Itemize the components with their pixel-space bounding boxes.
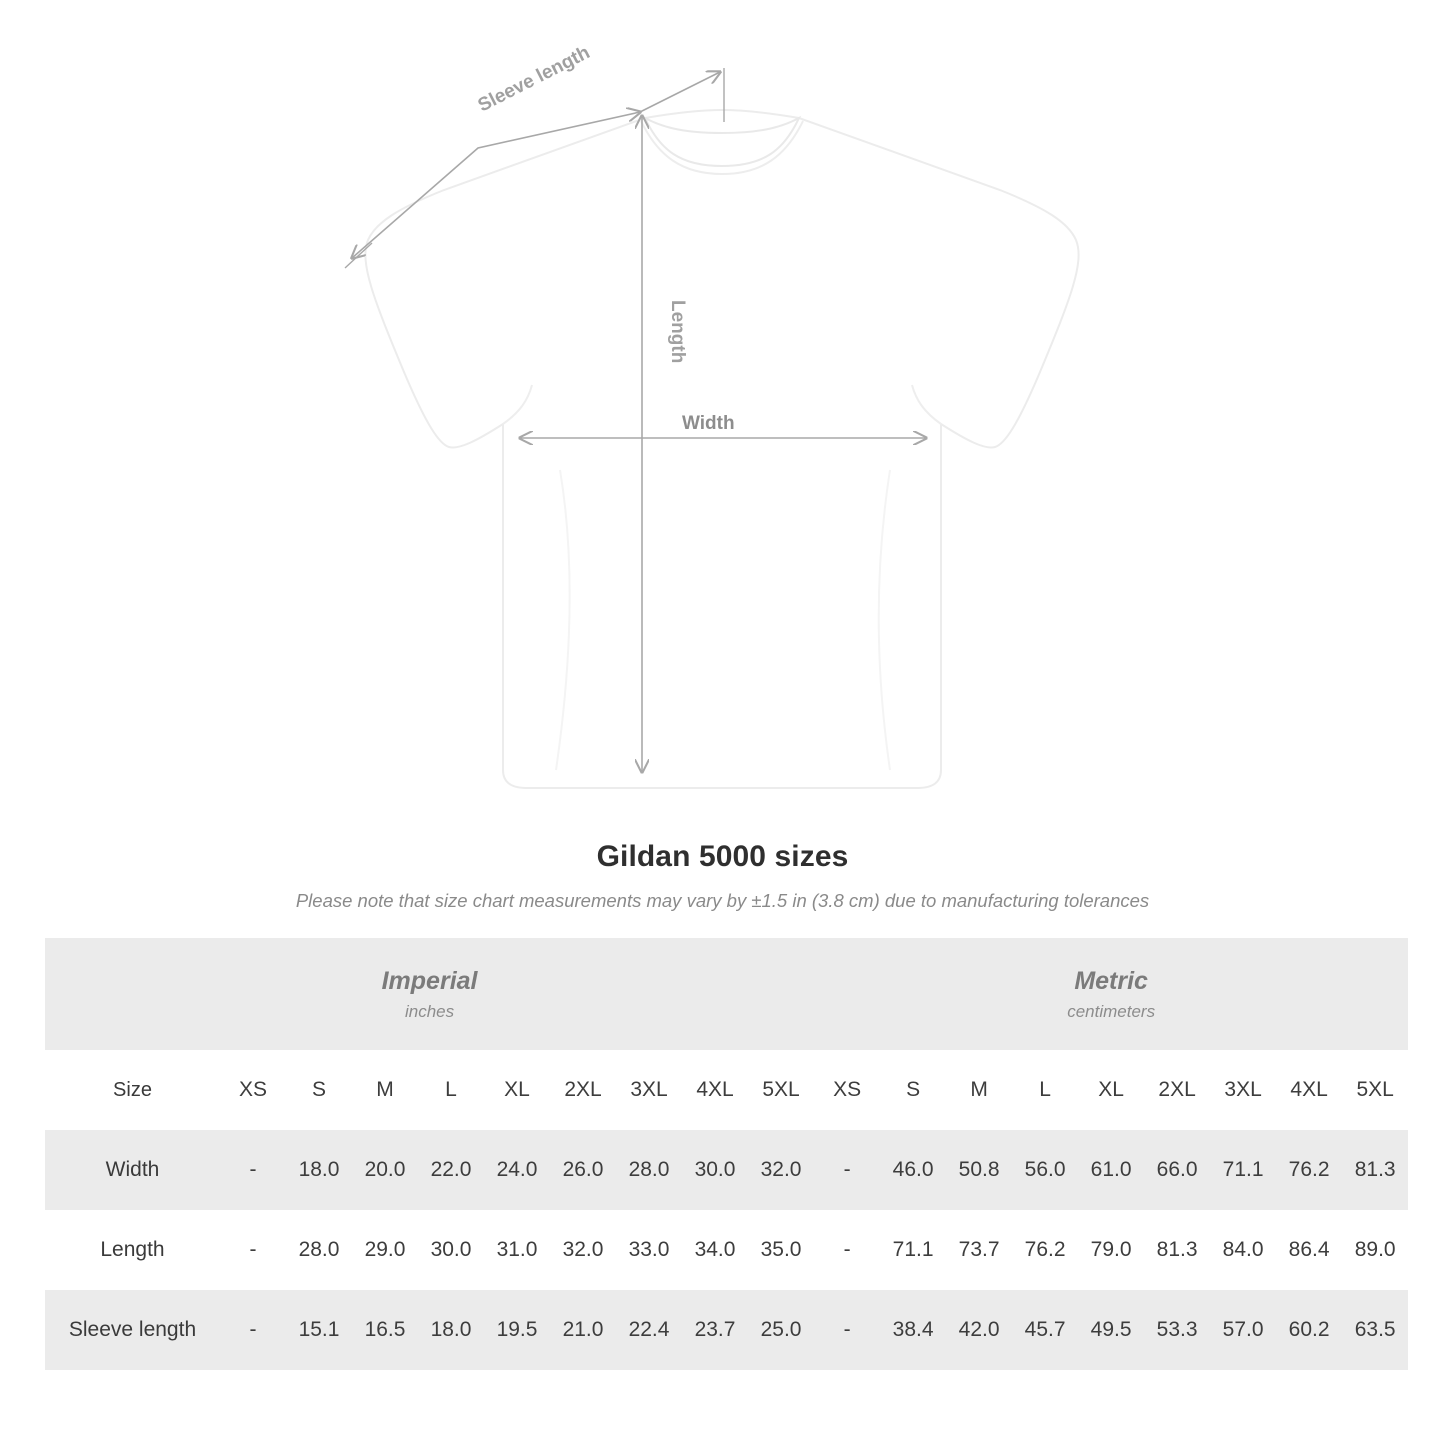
cell-length-metric-xl: 79.0: [1078, 1210, 1144, 1290]
cell-length-metric-m: 73.7: [946, 1210, 1012, 1290]
sleeve-length-label: Sleeve length: [474, 42, 594, 117]
cell-width-metric-5xl: 81.3: [1342, 1130, 1408, 1210]
cell-width-metric-xs: -: [814, 1130, 880, 1210]
cell-width-imperial-3xl: 28.0: [616, 1130, 682, 1210]
row-label-length: Length: [45, 1210, 220, 1290]
header-metric-xl: XL: [1078, 1050, 1144, 1130]
cell-length-metric-l: 76.2: [1012, 1210, 1078, 1290]
unit-group-metric-name: Metric: [1074, 967, 1148, 996]
cell-width-metric-l: 56.0: [1012, 1130, 1078, 1210]
cell-length-imperial-m: 29.0: [352, 1210, 418, 1290]
cell-length-metric-s: 71.1: [880, 1210, 946, 1290]
cell-sleeve-imperial-2xl: 21.0: [550, 1290, 616, 1370]
cell-sleeve-metric-xs: -: [814, 1290, 880, 1370]
cell-length-imperial-3xl: 33.0: [616, 1210, 682, 1290]
cell-length-metric-2xl: 81.3: [1144, 1210, 1210, 1290]
header-metric-s: S: [880, 1050, 946, 1130]
header-metric-4xl: 4XL: [1276, 1050, 1342, 1130]
cell-sleeve-metric-3xl: 57.0: [1210, 1290, 1276, 1370]
unit-group-imperial-sub: inches: [404, 1001, 455, 1021]
cell-width-imperial-xl: 24.0: [484, 1130, 550, 1210]
unit-group-metric: [814, 938, 1408, 1050]
header-metric-3xl: 3XL: [1210, 1050, 1276, 1130]
header-metric-xs: XS: [814, 1050, 880, 1130]
header-imperial-4xl: 4XL: [682, 1050, 748, 1130]
table-row: [45, 1210, 1408, 1290]
cell-sleeve-metric-m: 42.0: [946, 1290, 1012, 1370]
unit-header-row: [45, 938, 1408, 1050]
header-imperial-2xl: 2XL: [550, 1050, 616, 1130]
cell-width-imperial-2xl: 26.0: [550, 1130, 616, 1210]
cell-width-metric-m: 50.8: [946, 1130, 1012, 1210]
cell-width-metric-3xl: 71.1: [1210, 1130, 1276, 1210]
header-imperial-s: S: [286, 1050, 352, 1130]
cell-sleeve-metric-xl: 49.5: [1078, 1290, 1144, 1370]
cell-sleeve-imperial-xl: 19.5: [484, 1290, 550, 1370]
header-imperial-xl: XL: [484, 1050, 550, 1130]
cell-length-imperial-4xl: 34.0: [682, 1210, 748, 1290]
size-table: [45, 938, 1408, 1370]
cell-sleeve-metric-5xl: 63.5: [1342, 1290, 1408, 1370]
cell-width-imperial-4xl: 30.0: [682, 1130, 748, 1210]
cell-width-imperial-s: 18.0: [286, 1130, 352, 1210]
cell-sleeve-imperial-3xl: 22.4: [616, 1290, 682, 1370]
cell-length-metric-3xl: 84.0: [1210, 1210, 1276, 1290]
header-metric-m: M: [946, 1050, 1012, 1130]
table-row: [45, 1290, 1408, 1370]
row-label-width: Width: [45, 1130, 220, 1210]
row-label-sleeve-length: Sleeve length: [45, 1290, 220, 1370]
header-imperial-xs: XS: [220, 1050, 286, 1130]
cell-width-metric-s: 46.0: [880, 1130, 946, 1210]
cell-sleeve-imperial-m: 16.5: [352, 1290, 418, 1370]
cell-width-metric-2xl: 66.0: [1144, 1130, 1210, 1210]
tshirt-shape: [365, 110, 1078, 788]
header-imperial-5xl: 5XL: [748, 1050, 814, 1130]
unit-group-metric-sub: centimeters: [1067, 1001, 1156, 1021]
header-imperial-m: M: [352, 1050, 418, 1130]
cell-length-metric-5xl: 89.0: [1342, 1210, 1408, 1290]
cell-sleeve-imperial-4xl: 23.7: [682, 1290, 748, 1370]
cell-width-imperial-5xl: 32.0: [748, 1130, 814, 1210]
cell-sleeve-metric-4xl: 60.2: [1276, 1290, 1342, 1370]
header-metric-5xl: 5XL: [1342, 1050, 1408, 1130]
cell-width-imperial-m: 20.0: [352, 1130, 418, 1210]
header-metric-l: L: [1012, 1050, 1078, 1130]
header-imperial-l: L: [418, 1050, 484, 1130]
length-label: Length: [667, 300, 688, 364]
cell-sleeve-metric-l: 45.7: [1012, 1290, 1078, 1370]
unit-group-imperial-name: Imperial: [381, 967, 478, 996]
cell-sleeve-metric-s: 38.4: [880, 1290, 946, 1370]
cell-sleeve-imperial-5xl: 25.0: [748, 1290, 814, 1370]
cell-length-imperial-l: 30.0: [418, 1210, 484, 1290]
cell-sleeve-imperial-xs: -: [220, 1290, 286, 1370]
header-imperial-3xl: 3XL: [616, 1050, 682, 1130]
cell-length-imperial-xs: -: [220, 1210, 286, 1290]
header-metric-2xl: 2XL: [1144, 1050, 1210, 1130]
cell-length-imperial-2xl: 32.0: [550, 1210, 616, 1290]
cell-length-imperial-s: 28.0: [286, 1210, 352, 1290]
page-title: Gildan 5000 sizes: [596, 840, 849, 873]
cell-length-imperial-xl: 31.0: [484, 1210, 550, 1290]
size-header-row: [45, 1050, 1408, 1130]
cell-length-metric-xs: -: [814, 1210, 880, 1290]
tolerance-note: Please note that size chart measurements may vary by ±1.5 in (3.8 cm) due to manufacturing tolerances: [295, 890, 1150, 911]
cell-length-imperial-5xl: 35.0: [748, 1210, 814, 1290]
cell-sleeve-imperial-s: 15.1: [286, 1290, 352, 1370]
cell-sleeve-imperial-l: 18.0: [418, 1290, 484, 1370]
cell-sleeve-metric-2xl: 53.3: [1144, 1290, 1210, 1370]
header-size-label: Size: [45, 1050, 220, 1130]
cell-width-metric-4xl: 76.2: [1276, 1130, 1342, 1210]
cell-length-metric-4xl: 86.4: [1276, 1210, 1342, 1290]
size-table-wrapper: [0, 938, 1445, 1370]
table-row: [45, 1130, 1408, 1210]
cell-width-imperial-l: 22.0: [418, 1130, 484, 1210]
width-label: Width: [682, 413, 735, 434]
title-block: [0, 840, 1445, 912]
cell-width-imperial-xs: -: [220, 1130, 286, 1210]
cell-width-metric-xl: 61.0: [1078, 1130, 1144, 1210]
unit-group-imperial: [45, 938, 814, 1050]
